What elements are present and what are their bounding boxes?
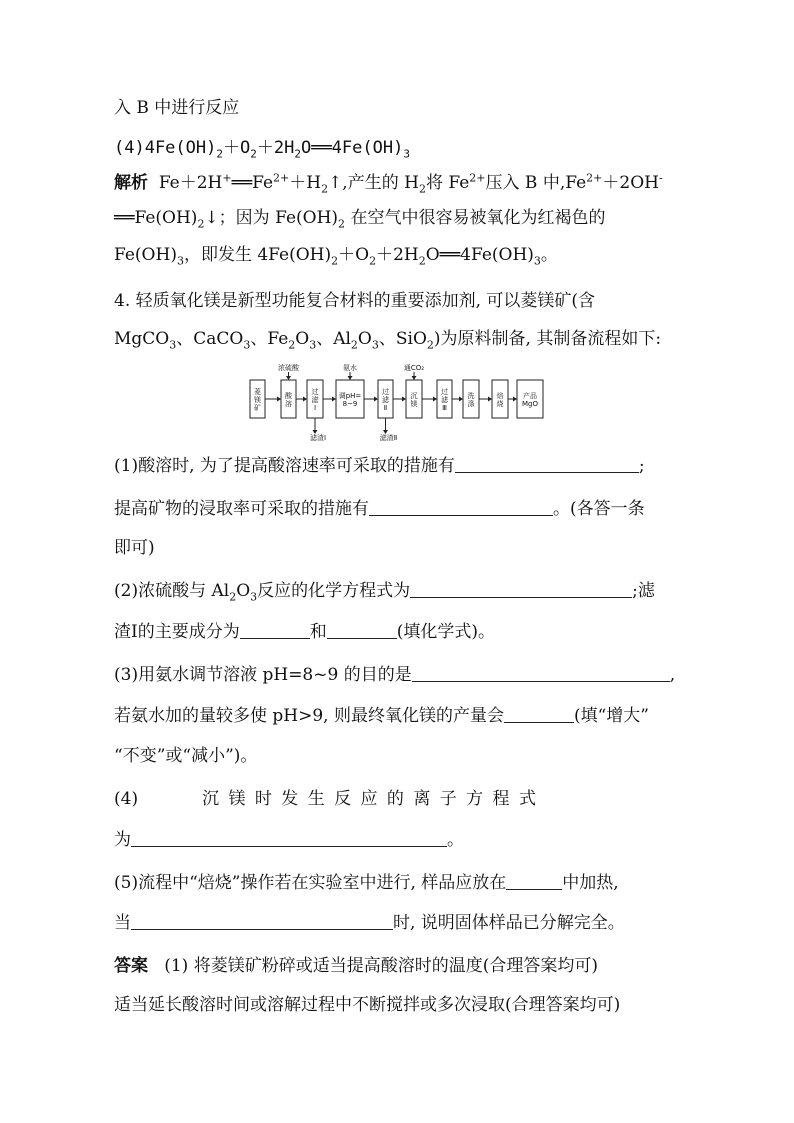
text-span: O══4Fe(OH) [300,138,404,158]
text-span: 4. 轻质氧化镁是新型功能复合材料的重要添加剂, 可以菱镁矿(含 [114,291,596,311]
text-span: (4) [114,789,139,809]
text-span: 渣Ⅰ的主要成分为 [114,622,240,642]
process-flow-diagram [244,356,564,442]
text-span: O [295,329,310,349]
text-span: O [236,581,251,601]
flow-input-label: 通CO₂ [403,364,425,372]
flow-box-label: 调pH= [338,392,362,400]
flow-box-label: MgO [522,400,538,408]
superscript: + [222,171,232,185]
equation-line [114,137,410,159]
flow-box-label: 8~9 [342,400,358,408]
text-span: 时, 说明固体样品已分解完全。 [393,913,625,933]
flow-box-label: 烧 [496,400,504,408]
text-span: Fe(OH) [114,245,177,265]
subscript: 3 [403,147,410,161]
answer-blank[interactable] [131,830,447,847]
text-span: 。 [447,830,464,850]
text-span: 在空气中很容易被氧化为红褐色的 [350,208,606,228]
flow-box-label: 镁 [254,396,261,404]
flow-arrowhead [488,397,492,402]
text-span: 、CaCO [176,329,244,349]
text-span: ＋2H [256,138,295,158]
text-span: ↑,产生的 H [328,173,419,193]
text-span: 当 [114,913,131,933]
text-span: ＋2H [376,245,419,265]
text-span: O [357,329,372,349]
text-span: 、SiO [378,329,427,349]
flow-box-label: 涤 [467,400,475,408]
answer-blank[interactable] [327,622,397,639]
question-4 [114,788,538,810]
flow-box-label: 酸 [285,392,292,400]
subscript: 3 [309,338,317,352]
flow-box-label: 焙 [496,392,504,400]
flow-box-label: 过 [382,388,389,396]
question-4 [114,829,464,851]
text-span: ＋O [338,245,370,265]
question-5 [114,912,625,934]
question-2 [114,621,495,643]
text-span: ，即发生 4Fe(OH) [183,245,332,265]
text-span: ＋2OH [602,173,659,193]
flow-box-label: 沉 [410,392,418,400]
flow-arrowhead [286,376,291,380]
text-line [114,244,558,266]
superscript: 2+ [469,171,486,185]
text-span: 反应的化学方程式为 [257,581,411,601]
question-1 [114,455,645,477]
flow-arrowhead [332,397,336,402]
subscript: 2 [426,338,434,352]
subscript: 2 [369,254,377,268]
text-span: 即可) [114,538,155,558]
answer-blank[interactable] [369,499,553,516]
flow-box-label: Ⅱ [383,404,388,412]
text-span: 。 [540,245,558,265]
flow-box-label: 过 [311,388,319,396]
text-span: 。(各答一条 [553,499,645,519]
subscript: 2 [294,147,301,161]
text-span: ↓；因为 Fe(OH) [204,208,339,228]
subscript: 2 [338,217,346,231]
text-span: (3)用氨水调节溶液 pH=8~9 的目的是 [114,665,412,685]
subscript: 2 [250,147,257,161]
flow-box-label: 矿 [254,404,261,412]
flow-box-label: 镁 [410,400,418,408]
text-span: 、Fe [250,329,289,349]
subscript: 2 [350,338,358,352]
text-span: O══4Fe(OH) [425,245,534,265]
answer-blank[interactable] [504,706,574,723]
answer-blank[interactable] [455,456,639,473]
analysis-line [114,172,663,194]
text-span: 若氨水加的量较多使 pH>9, 则最终氧化镁的产量会 [114,706,504,726]
flow-input-label: 氨水 [343,364,357,372]
text-span: (5)流程中“焙烧”操作若在实验室中进行, 样品应放在 [114,873,507,893]
text-span: )为原料制备, 其制备流程如下: [433,329,662,349]
text-line [114,207,605,229]
subscript: 2 [331,254,339,268]
text-span: (4)4Fe(OH) [114,138,217,158]
question-stem [114,328,661,350]
subscript: 2 [229,590,237,604]
flow-arrowhead [402,397,406,402]
text-span: ＋O [222,138,251,158]
answer-blank[interactable] [240,622,310,639]
text-span: 入 B 中进行反应 [114,98,240,118]
text-span: ; [638,456,645,476]
text-span: 和 [309,622,327,642]
question-stem [114,290,595,312]
subscript: 3 [250,590,258,604]
text-span: (1) 将菱镁矿粉碎或适当提高酸溶时的温度(合理答案均可) [164,956,598,976]
subscript: 3 [371,338,379,352]
answer-blank[interactable] [412,665,670,682]
superscript: - [658,171,663,185]
subscript: 2 [288,338,296,352]
answer-blank[interactable] [410,581,632,598]
answer-blank[interactable] [506,873,562,890]
question-3 [114,664,675,686]
text-line [114,97,239,119]
text-span: ══Fe [231,173,274,193]
flow-arrowhead [433,397,437,402]
text-span: 提高矿物的浸取率可采取的措施有 [114,499,369,519]
flow-box-label: Ⅰ [313,404,317,412]
text-span: 中加热, [562,873,619,893]
answer-line [114,994,620,1016]
subscript: 3 [533,254,541,268]
subscript: 2 [321,182,329,196]
flow-arrowhead [513,397,517,402]
flow-box-label: 产品 [523,392,537,400]
answer-blank[interactable] [131,913,393,930]
subscript: 3 [169,338,177,352]
analysis-label: 解析 [114,173,148,193]
text-span: ══Fe(OH) [114,208,198,228]
question-3 [114,745,257,767]
flow-arrowhead [412,376,417,380]
text-span: 压入 B 中,Fe [485,173,587,193]
text-span: 、Al [316,329,351,349]
text-span: ＋H [289,173,322,193]
flow-box-label: 溶 [285,400,292,408]
answer-label: 答案 [114,956,148,976]
flow-box-label: 菱 [254,388,261,396]
subscript: 2 [418,254,426,268]
subscript: 2 [418,182,426,196]
text-span: (1)酸溶时, 为了提高酸溶速率可采取的措施有 [114,456,455,476]
flow-box-label: Ⅲ [442,404,447,412]
flow-arrowhead [348,376,353,380]
answer-line [114,955,598,977]
superscript: 2+ [273,171,290,185]
text-span: 将 Fe [425,173,470,193]
question-3 [114,705,649,727]
flow-residue-label: 滤渣Ⅰ [309,434,327,442]
text-span: 沉 镁 时 发 生 反 应 的 离 子 方 程 式 [202,789,538,809]
question-1 [114,498,645,520]
text-span: 为 [114,830,131,850]
text-span: “不变”或“减小”)。 [114,746,258,766]
flow-box-label: 过 [441,388,448,396]
text-span: , [669,665,676,685]
flow-arrowhead [374,397,378,402]
flow-box-label: 滤 [382,396,389,404]
flow-input-label: 浓硫酸 [278,364,299,372]
flow-arrowhead [277,397,281,402]
flow-residue-label: 滤渣Ⅱ [379,434,398,442]
question-1 [114,537,155,559]
subscript: 3 [243,338,251,352]
question-2 [114,580,655,602]
text-span: (2)浓硫酸与 Al [114,581,230,601]
subscript: 2 [197,217,205,231]
text-span: 适当延长酸溶时间或溶解过程中不断搅拌或多次浸取(合理答案均可) [114,995,621,1015]
flow-box-label: 滤 [311,396,319,404]
text-span: MgCO [114,329,170,349]
subscript: 2 [216,147,223,161]
subscript: 3 [176,254,184,268]
flow-arrowhead [303,397,307,402]
text-span: (填“增大” [573,706,649,726]
question-5 [114,872,619,894]
text-span: Fe＋2H [158,173,223,193]
flow-arrowhead [459,397,463,402]
text-span: (填化学式)。 [396,622,495,642]
superscript: 2+ [586,171,603,185]
flow-box-label: 滤 [441,396,448,404]
text-span: ;滤 [632,581,655,601]
flow-box-label: 洗 [467,392,475,400]
